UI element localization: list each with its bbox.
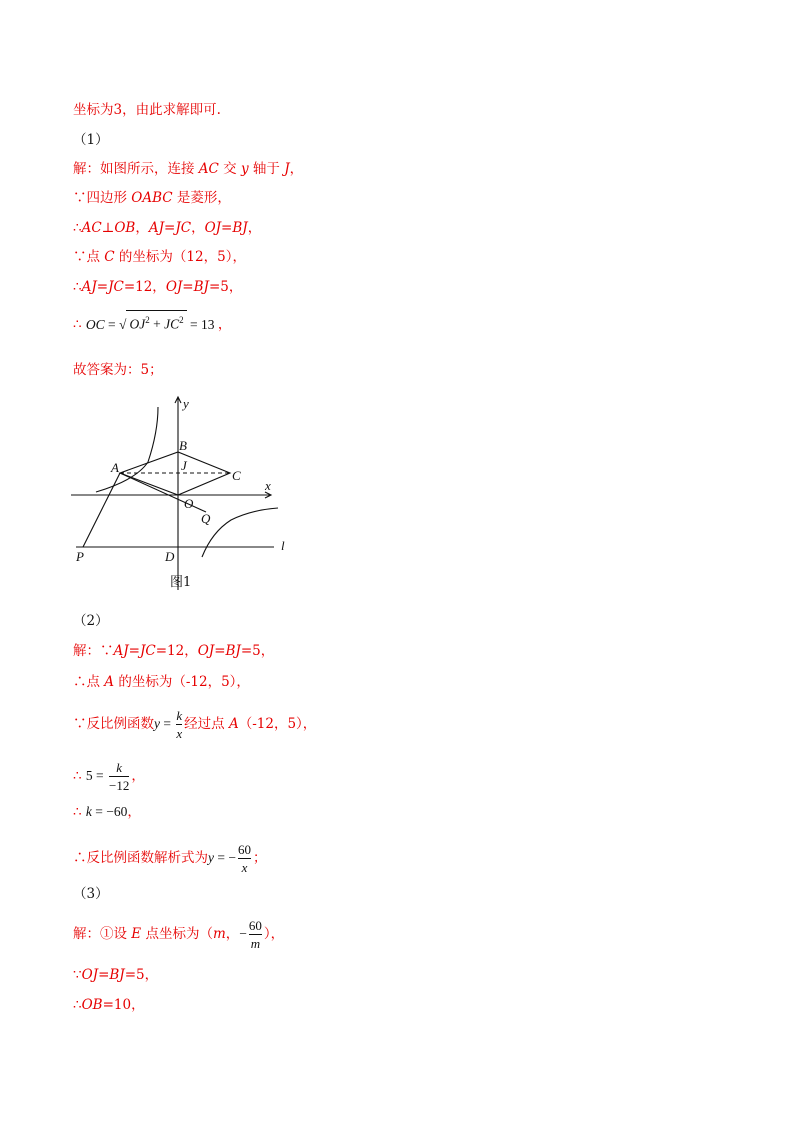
math: − (239, 926, 247, 941)
math: OJ=BJ (204, 220, 248, 236)
text: （-12，5）， (238, 716, 317, 732)
text: =5， (208, 279, 243, 295)
text: ∴点 (73, 674, 105, 690)
sqrt-body (126, 310, 186, 334)
label-y: y (183, 396, 189, 411)
solution-2-line-4 (73, 760, 145, 793)
math: = −60 (91, 804, 128, 819)
solution-1-line-1 (73, 160, 303, 178)
math: = (160, 716, 175, 731)
numerator: k (176, 708, 183, 723)
solution-1-line-2 (73, 189, 231, 207)
text: ， (131, 768, 145, 784)
text: 点坐标为（ (141, 926, 213, 942)
math: + (149, 316, 165, 332)
text: ， (191, 220, 205, 236)
math: = (104, 316, 120, 332)
label-j: J (181, 458, 187, 473)
text: ， (247, 220, 262, 236)
math: m (212, 926, 226, 942)
text: 的坐标为（12，5）， (114, 249, 246, 265)
solution-1-line-6 (73, 310, 231, 334)
text: （3） (73, 886, 109, 902)
text: ， (127, 804, 141, 820)
math: OJ=BJ (197, 643, 241, 659)
math: AC (198, 161, 219, 177)
numerator: k (116, 760, 123, 775)
text: 轴于 (248, 161, 285, 177)
part-1-heading (73, 131, 109, 149)
text: ∵点 (73, 249, 105, 265)
text: =5， (124, 967, 159, 983)
text: 是菱形， (172, 190, 231, 206)
fraction-k-over-neg12 (109, 760, 129, 793)
text: ∴ (73, 316, 82, 333)
text: 解：∵ (73, 643, 114, 659)
text: ∵ (73, 967, 82, 983)
text: ∴ (73, 768, 86, 784)
line-intro (73, 101, 221, 119)
label-x: x (265, 478, 271, 493)
text: 交 (218, 161, 241, 177)
solution-2-line-6 (73, 842, 266, 875)
numerator: 60 (237, 842, 251, 857)
text: ∴ (73, 279, 82, 295)
solution-1-line-4 (73, 248, 246, 266)
hyperbola-branch-right (202, 508, 278, 557)
fraction-bar (249, 934, 262, 935)
math: C (104, 249, 115, 265)
math: y (154, 716, 160, 731)
math: AJ=JC (148, 220, 192, 236)
math: OC (85, 316, 105, 332)
fraction-60-over-x (238, 842, 251, 875)
math: 5 = (85, 768, 108, 783)
text: （2） (73, 613, 109, 629)
math: 2 (145, 315, 150, 325)
text: 解：①设 (73, 926, 132, 942)
function-y (154, 716, 174, 731)
text: 的坐标为（-12，5）， (114, 674, 250, 690)
solution-3-line-2 (73, 966, 158, 984)
text: =12， (123, 279, 166, 295)
numerator: 60 (248, 918, 262, 933)
text: =5， (240, 643, 275, 659)
label-p: P (76, 549, 84, 564)
fraction-bar (109, 776, 129, 777)
math: y (208, 850, 214, 865)
label-a: A (111, 460, 119, 475)
math: OABC (131, 190, 173, 206)
text: 坐标为3，由此求解即可. (73, 102, 221, 118)
math: AJ=JC (81, 279, 124, 295)
text: ∴反比例函数解析式为 (73, 850, 208, 866)
solution-2-line-2 (73, 673, 250, 691)
math: = 13 (186, 316, 215, 332)
fraction-bar (176, 724, 182, 725)
denominator: m (250, 936, 261, 951)
solution-2-line-3 (73, 708, 316, 741)
solution-1-line-5 (73, 278, 242, 296)
label-b: B (179, 438, 187, 453)
fraction-60-over-m (249, 918, 262, 951)
hyperbola-branch-left (96, 407, 158, 492)
solution-2-line-5 (73, 803, 141, 821)
part-3-heading (73, 885, 109, 903)
text: ， (135, 220, 149, 236)
text: ； (252, 850, 267, 866)
text: ∴ (73, 220, 82, 236)
math: OJ (129, 316, 146, 332)
math: A (104, 674, 115, 690)
text: 故答案为：5； (73, 362, 163, 378)
label-c: C (232, 468, 241, 483)
denominator: x (176, 726, 183, 741)
math: OB (81, 997, 103, 1013)
math: A (228, 716, 239, 732)
part-2-heading (73, 612, 109, 630)
label-l: l (281, 538, 285, 553)
math: 2 (179, 315, 184, 325)
figure-1 (66, 392, 306, 592)
solution-3-line-3 (73, 996, 145, 1014)
fraction-bar (238, 858, 251, 859)
text: 经过点 (184, 716, 229, 732)
text: ， (225, 926, 240, 942)
math: AC⊥OB (81, 220, 136, 236)
text: =10， (102, 997, 145, 1013)
solution-2-line-1 (73, 642, 274, 660)
sqrt-symbol: √ (119, 316, 127, 332)
text: ， (289, 161, 304, 177)
math: AJ=JC (113, 643, 156, 659)
math: y (240, 161, 249, 177)
text: ∵四边形 (73, 190, 132, 206)
solution-1-line-3 (73, 219, 261, 237)
text: ， (217, 316, 232, 333)
text: ∴ (73, 804, 86, 820)
math: JC (164, 316, 180, 332)
fraction-k-over-x (176, 708, 182, 741)
figure-caption: 图1 (170, 575, 192, 590)
label-o: O (184, 496, 194, 511)
label-q: Q (201, 511, 211, 526)
text: （1） (73, 132, 109, 148)
text: ∵反比例函数 (73, 716, 154, 732)
text: 解：如图所示，连接 (73, 161, 199, 177)
answer-1 (73, 361, 163, 379)
text: ∴ (73, 997, 82, 1013)
denominator: −12 (109, 778, 130, 793)
text: =12， (155, 643, 198, 659)
math: E (131, 926, 142, 942)
math: J (284, 161, 290, 177)
math: k (85, 804, 92, 819)
math: OJ=BJ (165, 279, 209, 295)
text: ）， (263, 926, 285, 942)
oc-equation (86, 317, 218, 332)
segment-ap (83, 473, 120, 547)
solution-3-line-1 (73, 918, 284, 951)
math: OJ=BJ (81, 967, 125, 983)
math: = − (214, 850, 236, 865)
label-d: D (165, 549, 175, 564)
function-result (208, 850, 236, 865)
denominator: x (241, 860, 248, 875)
